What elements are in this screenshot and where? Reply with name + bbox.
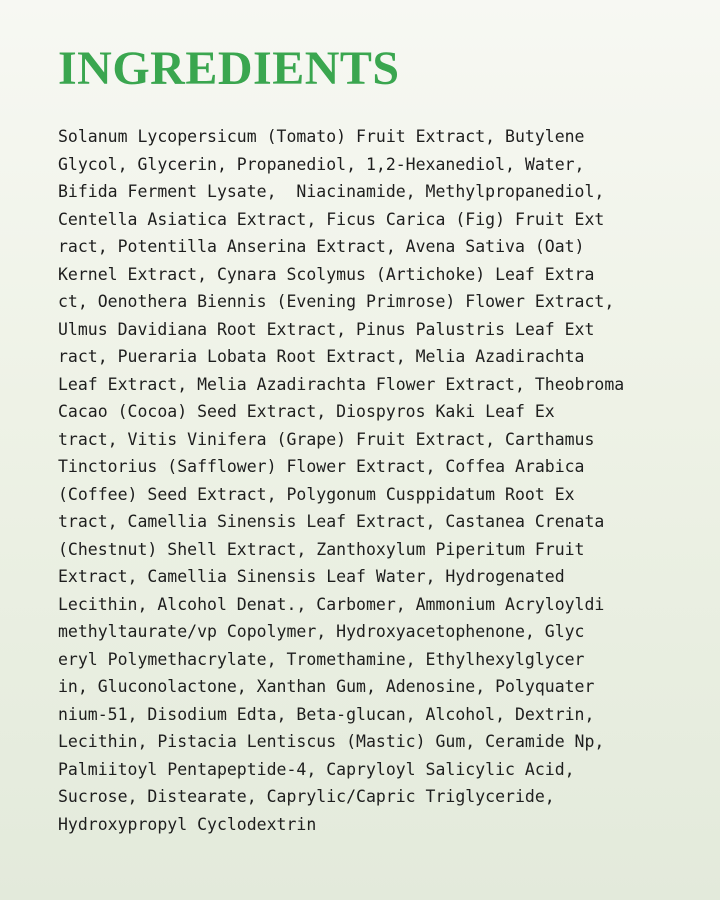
ingredient-line: Ulmus Davidiana Root Extract, Pinus Palustris Leaf Ext: [58, 319, 595, 339]
ingredient-line: Glycol, Glycerin, Propanediol, 1,2-Hexanediol, Water,: [58, 154, 585, 174]
ingredient-line: methyltaurate/vp Copolymer, Hydroxyacetophenone, Glyc: [58, 622, 585, 641]
ingredient-line: Extract, Camellia Sinensis Leaf Water, Hydrogenated: [58, 567, 565, 586]
ingredients-list: [58, 123, 664, 838]
ingredient-line: eryl Polymethacrylate, Tromethamine, Ethylhexylglycer: [58, 649, 585, 669]
ingredient-line: Palmiitoyl Pentapeptide-4, Capryloyl Salicylic Acid,: [58, 759, 575, 779]
ingredient-line: Centella Asiatica Extract, Ficus Carica (Fig) Fruit Ext: [58, 209, 605, 229]
page-title: INGREDIENTS: [58, 42, 400, 95]
ingredient-line: Leaf Extract, Melia Azadirachta Flower Extract, Theobroma: [58, 374, 625, 394]
ingredient-line: nium-51, Disodium Edta, Beta-glucan, Alcohol, Dextrin,: [58, 704, 595, 724]
ingredient-line: (Coffee) Seed Extract, Polygonum Cusppidatum Root Ex: [58, 484, 575, 504]
ingredient-line: Solanum Lycopersicum (Tomato) Fruit Extract, Butylene: [58, 127, 585, 146]
ingredient-line: (Chestnut) Shell Extract, Zanthoxylum Piperitum Fruit: [58, 539, 585, 559]
ingredient-line: Hydroxypropyl Cyclodextrin: [58, 814, 317, 834]
ingredient-line: ract, Potentilla Anserina Extract, Avena Sativa (Oat): [58, 237, 585, 256]
ingredient-line: Sucrose, Distearate, Caprylic/Capric Triglyceride,: [58, 787, 555, 806]
ingredient-line: Lecithin, Alcohol Denat., Carbomer, Ammonium Acryloyldi: [58, 594, 605, 614]
ingredient-line: tract, Vitis Vinifera (Grape) Fruit Extract, Carthamus: [58, 429, 595, 449]
ingredient-line: Bifida Ferment Lysate, Niacinamide, Methylpropanediol,: [58, 182, 605, 201]
ingredient-line: Cacao (Cocoa) Seed Extract, Diospyros Kaki Leaf Ex: [58, 402, 555, 421]
ingredient-line: in, Gluconolactone, Xanthan Gum, Adenosine, Polyquater: [58, 677, 595, 696]
ingredient-line: Lecithin, Pistacia Lentiscus (Mastic) Gum, Ceramide Np,: [58, 732, 605, 751]
ingredient-line: Kernel Extract, Cynara Scolymus (Artichoke) Leaf Extra: [58, 264, 595, 284]
ingredient-line: tract, Camellia Sinensis Leaf Extract, Castanea Crenata: [58, 512, 605, 531]
ingredient-line: ract, Pueraria Lobata Root Extract, Melia Azadirachta: [58, 347, 585, 366]
ingredient-line: Tinctorius (Safflower) Flower Extract, Coffea Arabica: [58, 457, 585, 476]
ingredient-line: ct, Oenothera Biennis (Evening Primrose) Flower Extract,: [58, 292, 615, 311]
